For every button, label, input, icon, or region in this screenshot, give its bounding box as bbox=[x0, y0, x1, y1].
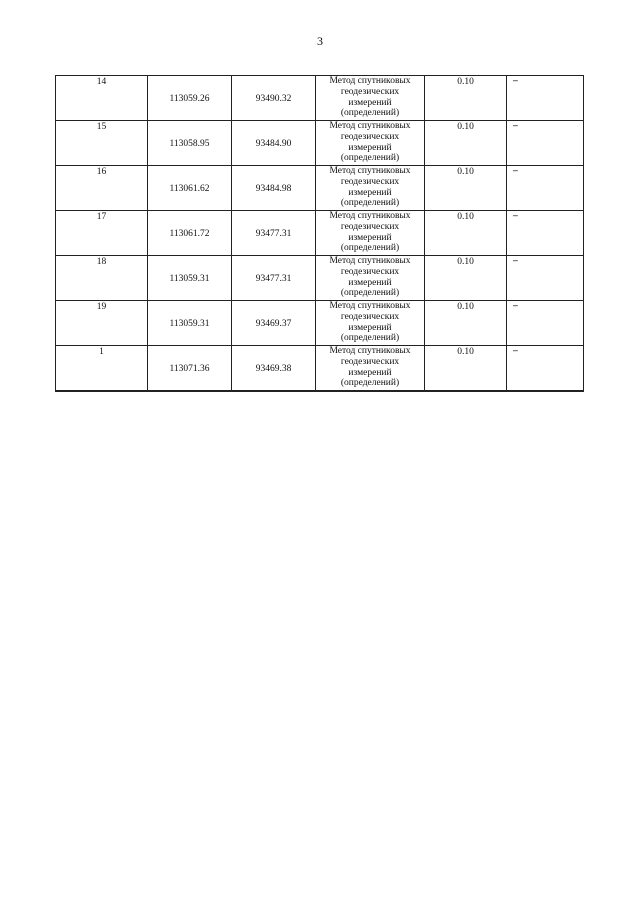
x-coordinate: 113059.31 bbox=[169, 273, 210, 284]
y-coordinate-cell bbox=[232, 211, 316, 256]
method-text: Метод спутниковых геодезических измерений (определений) bbox=[329, 211, 411, 254]
y-coordinate: 93469.38 bbox=[255, 363, 292, 374]
note-cell bbox=[507, 256, 584, 301]
table-row bbox=[56, 256, 584, 301]
method-text: Метод спутниковых геодезических измерений (определений) bbox=[329, 76, 411, 119]
accuracy-cell bbox=[425, 346, 507, 392]
y-coordinate-cell bbox=[232, 301, 316, 346]
page-number: 3 bbox=[317, 34, 323, 48]
x-coordinate: 113058.95 bbox=[169, 138, 210, 149]
point-number-cell bbox=[56, 76, 148, 121]
y-coordinate-cell bbox=[232, 121, 316, 166]
method-cell bbox=[316, 211, 425, 256]
y-coordinate: 93490.32 bbox=[255, 93, 292, 104]
table-row bbox=[56, 121, 584, 166]
x-coordinate: 113061.72 bbox=[169, 228, 210, 239]
table-row bbox=[56, 301, 584, 346]
accuracy-cell bbox=[425, 76, 507, 121]
accuracy-cell bbox=[425, 166, 507, 211]
point-number: 15 bbox=[96, 122, 107, 132]
method-cell bbox=[316, 76, 425, 121]
table-row bbox=[56, 211, 584, 256]
coordinates-table bbox=[55, 75, 584, 392]
point-number-cell bbox=[56, 166, 148, 211]
y-coordinate: 93477.31 bbox=[255, 273, 292, 284]
x-coordinate: 113059.26 bbox=[169, 93, 210, 104]
accuracy-cell bbox=[425, 301, 507, 346]
x-coordinate-cell bbox=[148, 256, 232, 301]
point-number-cell bbox=[56, 211, 148, 256]
table-row bbox=[56, 166, 584, 211]
method-cell bbox=[316, 346, 425, 392]
accuracy-value: 0.10 bbox=[457, 122, 474, 132]
y-coordinate-cell bbox=[232, 76, 316, 121]
point-number-cell bbox=[56, 346, 148, 392]
point-number: 19 bbox=[96, 302, 107, 312]
note-dash: – bbox=[513, 301, 518, 311]
note-dash: – bbox=[513, 121, 518, 131]
table-row bbox=[56, 76, 584, 121]
x-coordinate-cell bbox=[148, 211, 232, 256]
x-coordinate-cell bbox=[148, 346, 232, 392]
x-coordinate-cell bbox=[148, 166, 232, 211]
note-cell bbox=[507, 166, 584, 211]
method-text: Метод спутниковых геодезических измерений (определений) bbox=[329, 301, 411, 344]
accuracy-value: 0.10 bbox=[457, 257, 474, 267]
point-number: 17 bbox=[96, 212, 107, 222]
note-dash: – bbox=[513, 211, 518, 221]
point-number-cell bbox=[56, 256, 148, 301]
note-dash: – bbox=[513, 346, 518, 356]
method-cell bbox=[316, 301, 425, 346]
point-number-cell bbox=[56, 121, 148, 166]
x-coordinate: 113061.62 bbox=[169, 183, 210, 194]
note-cell bbox=[507, 76, 584, 121]
accuracy-value: 0.10 bbox=[457, 347, 474, 357]
note-cell bbox=[507, 301, 584, 346]
method-text: Метод спутниковых геодезических измерений (определений) bbox=[329, 166, 411, 209]
y-coordinate: 93477.31 bbox=[255, 228, 292, 239]
note-cell bbox=[507, 346, 584, 392]
y-coordinate: 93484.90 bbox=[255, 138, 292, 149]
x-coordinate-cell bbox=[148, 121, 232, 166]
x-coordinate: 113071.36 bbox=[169, 363, 210, 374]
method-cell bbox=[316, 166, 425, 211]
y-coordinate-cell bbox=[232, 166, 316, 211]
note-dash: – bbox=[513, 166, 518, 176]
method-text: Метод спутниковых геодезических измерений (определений) bbox=[329, 346, 411, 389]
y-coordinate-cell bbox=[232, 346, 316, 392]
accuracy-value: 0.10 bbox=[457, 302, 474, 312]
accuracy-cell bbox=[425, 211, 507, 256]
table-row bbox=[56, 346, 584, 392]
method-cell bbox=[316, 256, 425, 301]
accuracy-value: 0.10 bbox=[457, 77, 474, 87]
point-number: 16 bbox=[96, 167, 107, 177]
x-coordinate: 113059.31 bbox=[169, 318, 210, 329]
point-number-cell bbox=[56, 301, 148, 346]
accuracy-value: 0.10 bbox=[457, 167, 474, 177]
accuracy-value: 0.10 bbox=[457, 212, 474, 222]
point-number: 1 bbox=[99, 347, 104, 357]
method-cell bbox=[316, 121, 425, 166]
note-dash: – bbox=[513, 76, 518, 86]
point-number: 18 bbox=[96, 257, 107, 267]
y-coordinate-cell bbox=[232, 256, 316, 301]
note-cell bbox=[507, 211, 584, 256]
note-cell bbox=[507, 121, 584, 166]
accuracy-cell bbox=[425, 256, 507, 301]
y-coordinate: 93469.37 bbox=[255, 318, 292, 329]
x-coordinate-cell bbox=[148, 76, 232, 121]
y-coordinate: 93484.98 bbox=[255, 183, 292, 194]
x-coordinate-cell bbox=[148, 301, 232, 346]
accuracy-cell bbox=[425, 121, 507, 166]
method-text: Метод спутниковых геодезических измерений (определений) bbox=[329, 121, 411, 164]
note-dash: – bbox=[513, 256, 518, 266]
method-text: Метод спутниковых геодезических измерений (определений) bbox=[329, 256, 411, 299]
point-number: 14 bbox=[96, 77, 107, 87]
